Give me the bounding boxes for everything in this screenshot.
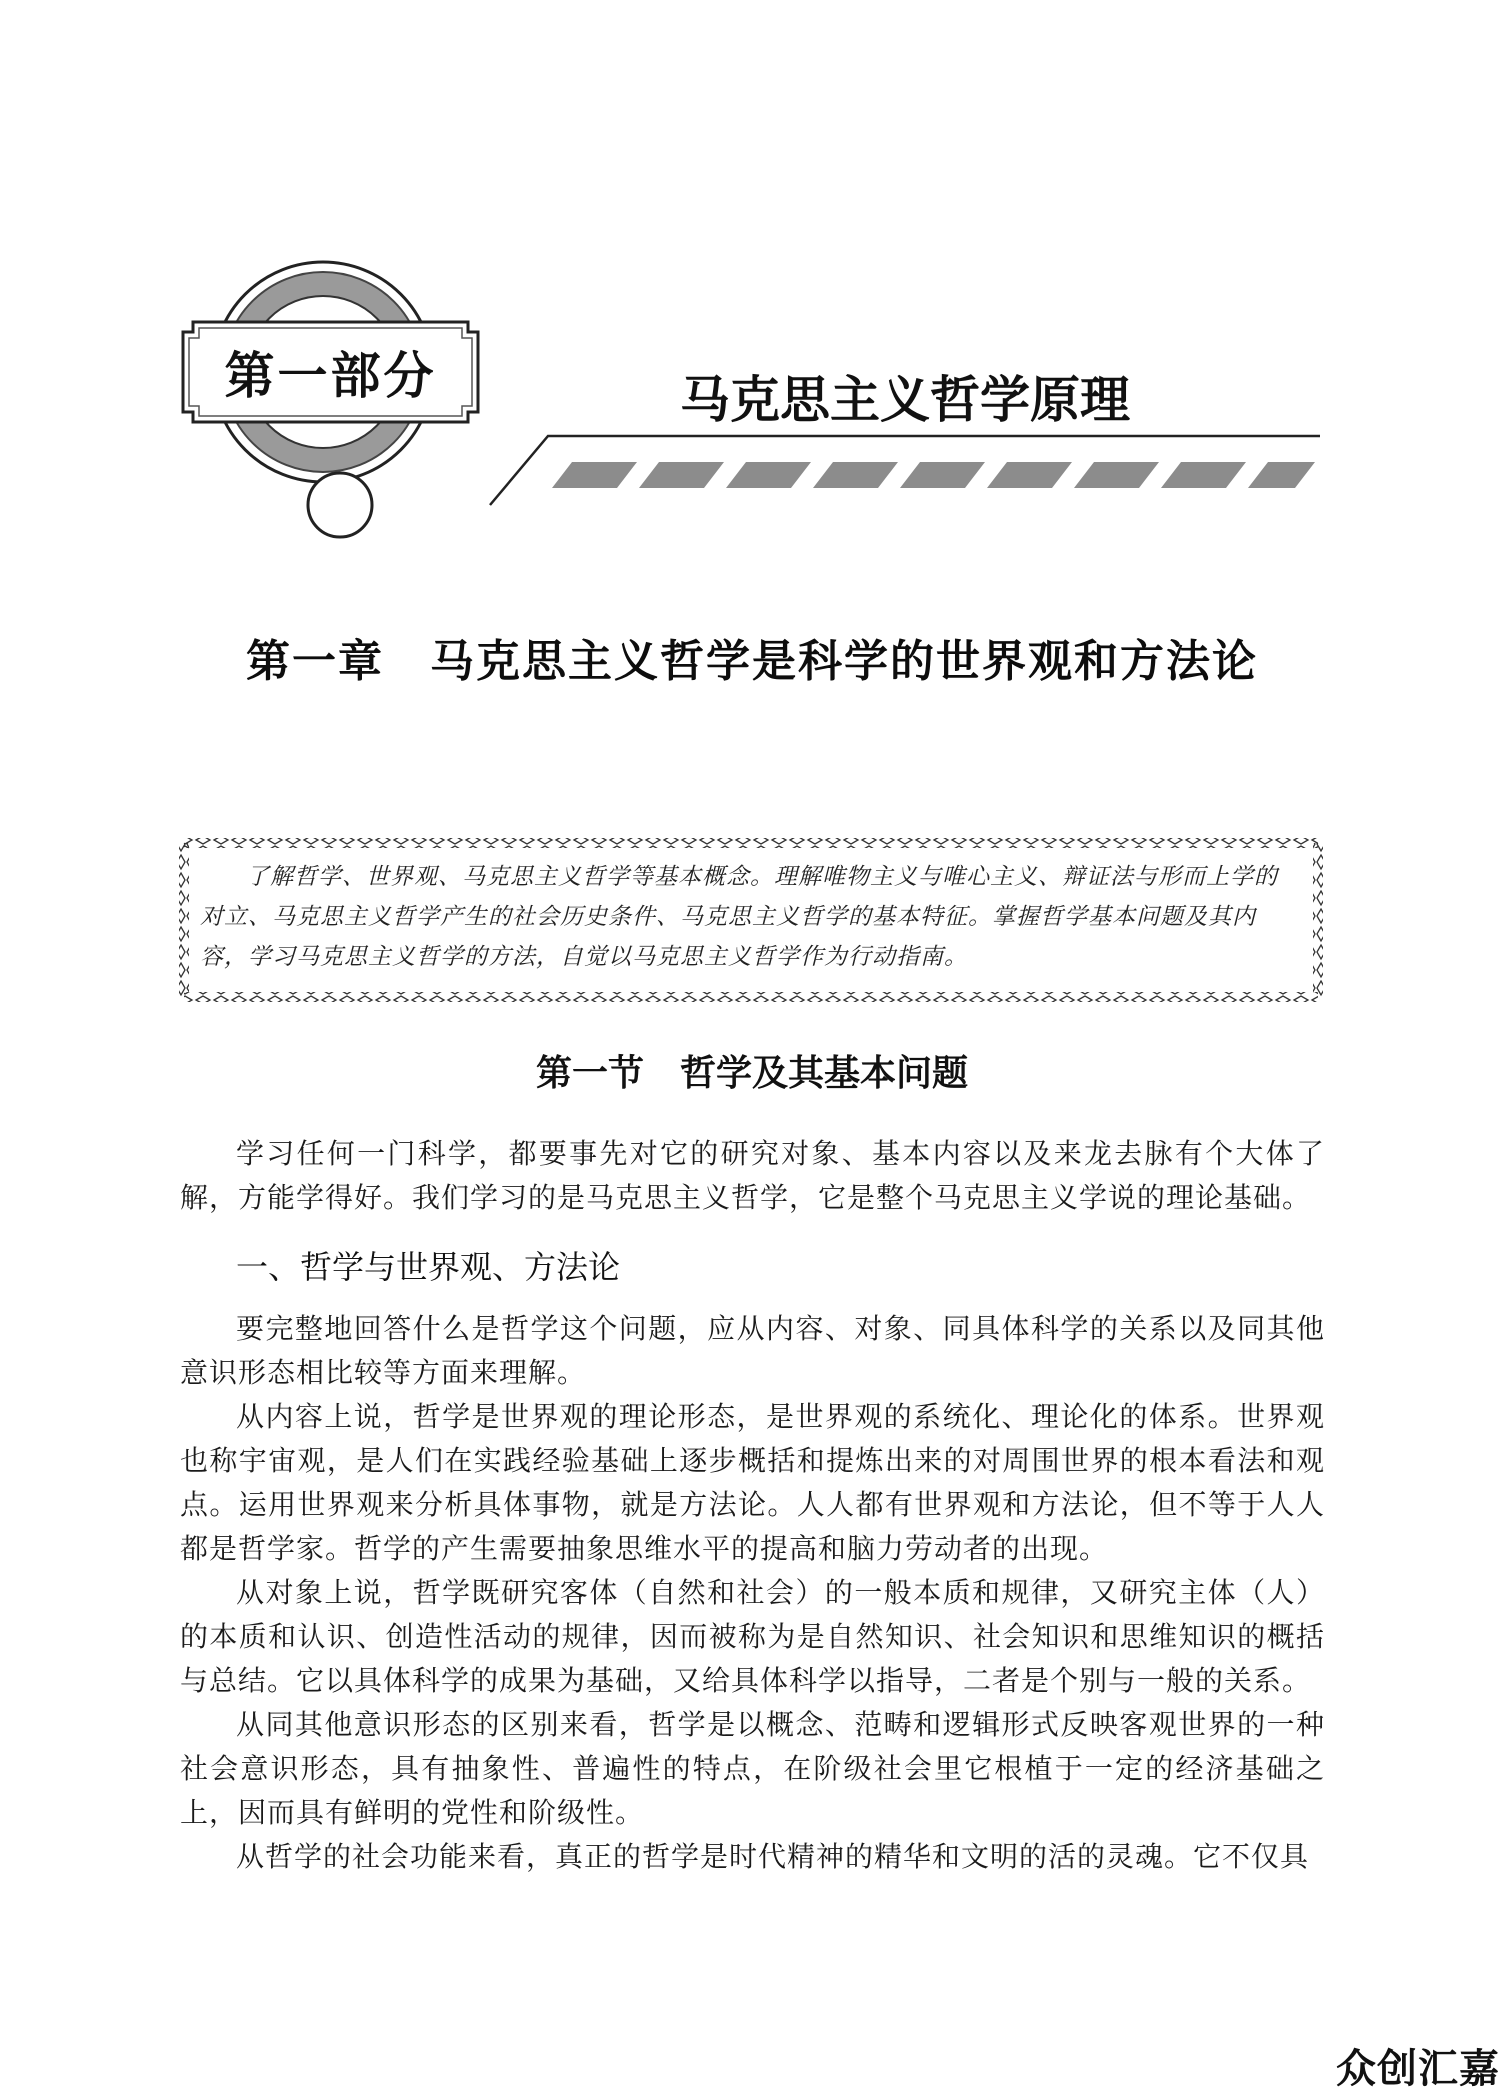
paragraph-2: 从内容上说，哲学是世界观的理论形态，是世界观的系统化、理论化的体系。世界观也称宇宙观，是人们在实践经验基础上逐步概括和提炼出来的对周围世界的根本看法和观点。运用世界观来分析具体事物，就是方法论。人人都有世界观和方法论，但不等于人人都是哲学家。哲学的产生需要抽象思维水平的提高和脑力劳动者的出现。	[180, 1400, 1325, 1565]
part-title: 马克思主义哲学原理	[680, 371, 1130, 429]
stripe-band	[552, 462, 1315, 488]
intro-paragraph: 学习任何一门科学，都要事先对它的研究对象、基本内容以及来龙去脉有个大体了解，方能学得好。我们学习的是马克思主义哲学，它是整个马克思主义学说的理论基础。	[180, 1137, 1325, 1214]
part-label: 第一部分	[224, 347, 437, 405]
paragraph-4: 从同其他意识形态的区别来看，哲学是以概念、范畴和逻辑形式反映客观世界的一种社会意识形态，具有抽象性、普遍性的特点，在阶级社会里它根植于一定的经济基础之上，因而具有鲜明的党性和阶级性。	[180, 1708, 1325, 1829]
part-header-graphic	[0, 0, 1504, 560]
watermark-logo: 众创汇嘉	[1336, 2046, 1500, 2092]
section-title: 第一节 哲学及其基本问题	[535, 1052, 968, 1094]
small-circle	[308, 473, 372, 537]
paragraph-5: 从哲学的社会功能来看，真正的哲学是时代精神的精华和文明的活的灵魂。它不仅具	[236, 1840, 1310, 1873]
subheading: 一、哲学与世界观、方法论	[236, 1248, 621, 1286]
paragraph-3: 从对象上说，哲学既研究客体（自然和社会）的一般本质和规律，又研究主体（人）的本质和认识、创造性活动的规律，因而被称为是自然知识、社会知识和思维知识的概括与总结。它以具体科学的成果为基础，又给具体科学以指导，二者是个别与一般的关系。	[180, 1576, 1325, 1697]
chapter-title: 第一章 马克思主义哲学是科学的世界观和方法论	[246, 636, 1258, 687]
paragraph-1: 要完整地回答什么是哲学这个问题，应从内容、对象、同具体科学的关系以及同其他意识形态相比较等方面来理解。	[180, 1312, 1325, 1389]
objectives-label: 学习目标	[269, 778, 417, 818]
objectives-text: 了解哲学、世界观、马克思主义哲学等基本概念。理解唯物主义与唯心主义、辩证法与形而上学的对立、马克思主义哲学产生的社会历史条件、马克思主义哲学的基本特征。掌握哲学基本问题及其内容，学习马克思主义哲学的方法，自觉以马克思主义哲学作为行动指南。	[200, 864, 1278, 970]
